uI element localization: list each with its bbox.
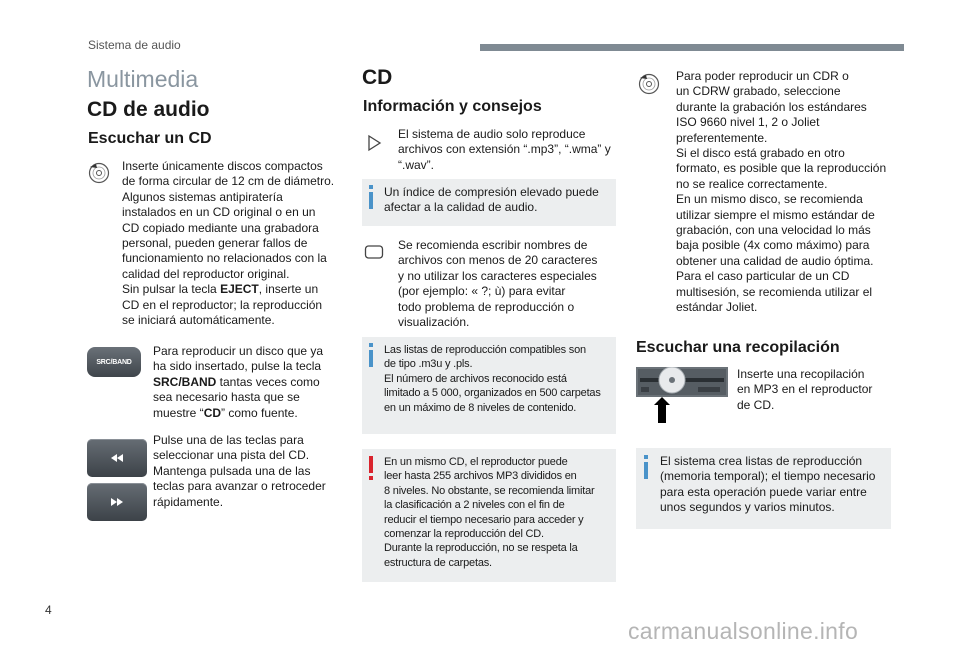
warning-text: En un mismo CD, el reproductor puede leer hasta 255 archivos MP3 divididos en 8 niveles. No obstante, se recomienda limitar la clasificación a 2 niveles con el fin de reducir el tiempo necesario para acceder y comenzar la reproducción del CD. Durante la reproducción, no se respeta la estructura de carpetas.	[384, 456, 595, 569]
eject-key-label: EJECT	[220, 282, 259, 297]
rewind-icon	[87, 439, 147, 477]
fast-forward-button	[87, 483, 147, 521]
watermark-text: carmanualsonline.info	[628, 618, 859, 644]
cdr-text: Para poder reproducir un CDR o un CDRW grabado, seleccione durante la grabación los estándares ISO 9660 nivel 1, 2 o Joliet preferentemente. Si el disco está grabado en otro formato, es posible que la reproducción no se realice correctamente. En un mismo disco, se recomienda utilizar siempre el mismo estándar de grabación, con una velocidad lo más baja posible (4x como máximo) para obtener una calidad de audio óptima. Para el caso particular de un CD multisesión, se recomienda utilizar el estándar Joliet.	[676, 69, 887, 315]
info-icon	[368, 343, 374, 367]
section-title: Sistema de audio	[88, 38, 181, 52]
cd-player-illustration	[636, 367, 728, 425]
info-icon	[368, 185, 374, 209]
section-heading-cd: CD	[362, 66, 393, 89]
warning-icon	[368, 456, 374, 480]
cd-disc-icon	[88, 162, 110, 184]
src-key-label: SRC/BAND	[153, 374, 217, 389]
cd-source-label: CD	[203, 405, 222, 420]
page-number: 4	[45, 603, 52, 617]
temporary-memory-text: El sistema crea listas de reproducción (memoria temporal); el tiempo necesario para esta operación puede variar entre unos segundos y varios minutos.	[660, 454, 876, 515]
src-band-button: SRC/BAND	[87, 347, 141, 377]
formats-text: El sistema de audio solo reproduce archivos con extensión “.mp3”, “.wma” y “.wav”.	[398, 127, 611, 172]
src-band-text: Para reproducir un disco que ya ha sido insertado, pulse la tecla SRC/BAND tantas veces como sea necesario hasta que se muestre “CD” como fuente.	[153, 344, 324, 420]
page-title: Multimedia	[87, 66, 199, 92]
play-icon	[364, 133, 384, 153]
subheading-escuchar-cd: Escuchar un CD	[88, 130, 212, 147]
cd-disc-icon	[638, 73, 660, 95]
info-icon	[643, 455, 649, 479]
compilation-text: Inserte una recopilación en MP3 en el reproductor de CD.	[737, 367, 873, 412]
seek-text: Pulse una de las teclas para seleccionar una pista del CD. Mantenga pulsada una de las teclas para avanzar o retroceder rápidamente.	[153, 433, 326, 509]
subheading-escuchar-recopilacion: Escuchar una recopilación	[636, 339, 840, 356]
subheading-info-consejos: Información y consejos	[363, 98, 542, 115]
insert-cd-text: Inserte únicamente discos compactos de forma circular de 12 cm de diámetro. Algunos sistemas antipiratería instalados en un CD original o en un CD copiado mediante una grabadora personal, pueden generar fallos de funcionamiento no relacionados con la calidad del reproductor original. Sin pulsar la tecla EJECT, inserte un CD en el reproductor; la reproducción se iniciará automáticamente.	[122, 159, 335, 328]
rewind-button	[87, 439, 147, 477]
section-heading-cd-audio: CD de audio	[87, 98, 210, 121]
file-names-text: Se recomienda escribir nombres de archivos con menos de 20 caracteres y no utilizar los caracteres especiales (por ejemplo: « ?; ù) para evitar todo problema de reproducción o visualización.	[398, 238, 598, 330]
playlists-text: Las listas de reproducción compatibles son de tipo .m3u y .pls. El número de archivos reconocido está limitado a 5 000, organizados en 500 carpetas en un máximo de 8 niveles de contenido.	[384, 344, 601, 414]
compression-text: Un índice de compresión elevado puede afectar a la calidad de audio.	[384, 185, 599, 215]
header-bar	[480, 44, 904, 51]
fast-forward-icon	[87, 483, 147, 521]
display-screen-icon	[364, 244, 384, 262]
